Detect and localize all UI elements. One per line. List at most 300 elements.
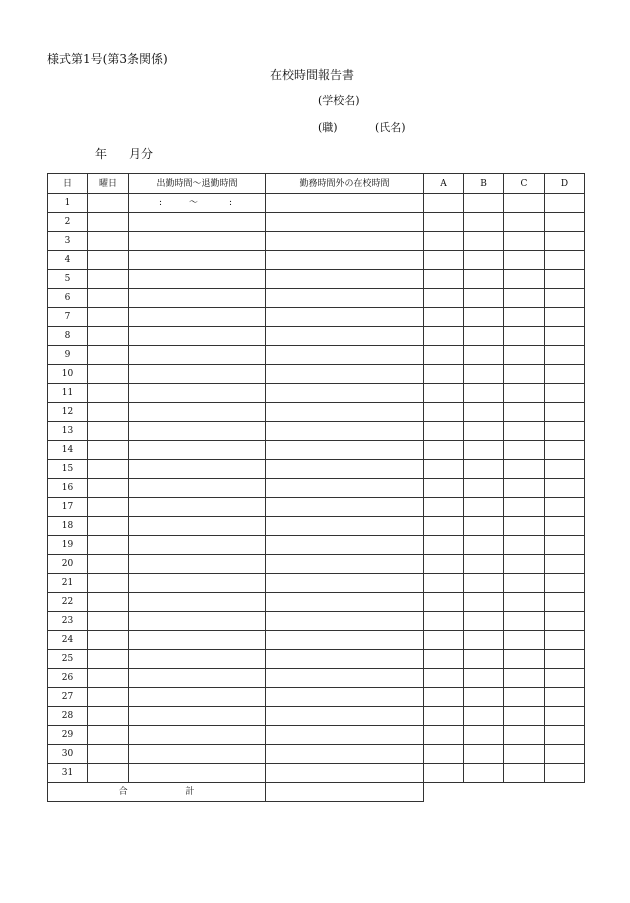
category-b-cell[interactable]: [464, 441, 504, 460]
category-a-cell[interactable]: [424, 650, 464, 669]
weekday-cell[interactable]: [88, 327, 129, 346]
category-a-cell[interactable]: [424, 593, 464, 612]
column-header-a: A: [424, 174, 464, 194]
category-b-cell[interactable]: [464, 555, 504, 574]
category-b-cell[interactable]: [464, 232, 504, 251]
category-d-cell[interactable]: [545, 289, 585, 308]
work-hours-cell[interactable]: [129, 650, 266, 669]
day-number: 25: [48, 650, 88, 669]
category-b-cell[interactable]: [464, 593, 504, 612]
table-row: [48, 327, 585, 346]
category-b-cell[interactable]: [464, 479, 504, 498]
category-b-cell[interactable]: [464, 270, 504, 289]
work-hours-cell[interactable]: [129, 688, 266, 707]
category-b-cell[interactable]: [464, 213, 504, 232]
work-hours-cell[interactable]: [129, 270, 266, 289]
extra-hours-cell[interactable]: [266, 441, 424, 460]
category-a-cell[interactable]: [424, 232, 464, 251]
table-row: [48, 422, 585, 441]
table-row: [48, 251, 585, 270]
category-d-cell[interactable]: [545, 213, 585, 232]
category-d-cell[interactable]: [545, 688, 585, 707]
table-row: [48, 688, 585, 707]
category-a-cell[interactable]: [424, 745, 464, 764]
table-row: [48, 745, 585, 764]
day-number: 28: [48, 707, 88, 726]
table-row: [48, 213, 585, 232]
work-hours-cell[interactable]: [129, 669, 266, 688]
work-hours-cell[interactable]: [129, 593, 266, 612]
weekday-cell[interactable]: [88, 289, 129, 308]
extra-hours-cell[interactable]: [266, 365, 424, 384]
column-header-b: B: [464, 174, 504, 194]
category-d-cell[interactable]: [545, 593, 585, 612]
weekday-cell[interactable]: [88, 688, 129, 707]
table-row: [48, 517, 585, 536]
category-c-cell[interactable]: [504, 498, 545, 517]
day-number: 31: [48, 764, 88, 783]
day-number: 7: [48, 308, 88, 327]
work-hours-cell[interactable]: [129, 403, 266, 422]
weekday-cell[interactable]: [88, 460, 129, 479]
table-row: [48, 726, 585, 745]
work-hours-cell[interactable]: [129, 365, 266, 384]
category-c-cell[interactable]: [504, 745, 545, 764]
table-row: [48, 764, 585, 783]
category-a-cell[interactable]: [424, 441, 464, 460]
category-d-cell[interactable]: [545, 764, 585, 783]
category-c-cell[interactable]: [504, 365, 545, 384]
category-b-cell[interactable]: [464, 308, 504, 327]
category-b-cell[interactable]: [464, 669, 504, 688]
day-number: 2: [48, 213, 88, 232]
category-b-cell[interactable]: [464, 745, 504, 764]
weekday-cell[interactable]: [88, 764, 129, 783]
category-a-cell[interactable]: [424, 251, 464, 270]
category-b-cell[interactable]: [464, 327, 504, 346]
day-number: 9: [48, 346, 88, 365]
table-row: [48, 536, 585, 555]
day-number: 16: [48, 479, 88, 498]
category-c-cell[interactable]: [504, 270, 545, 289]
extra-hours-cell[interactable]: [266, 498, 424, 517]
extra-hours-cell[interactable]: [266, 194, 424, 213]
category-c-cell[interactable]: [504, 213, 545, 232]
day-number: 4: [48, 251, 88, 270]
category-c-cell[interactable]: [504, 346, 545, 365]
category-c-cell[interactable]: [504, 726, 545, 745]
weekday-cell[interactable]: [88, 403, 129, 422]
category-a-cell[interactable]: [424, 289, 464, 308]
category-d-cell[interactable]: [545, 555, 585, 574]
category-a-cell[interactable]: [424, 688, 464, 707]
category-a-cell[interactable]: [424, 346, 464, 365]
table-row: [48, 555, 585, 574]
category-c-cell[interactable]: [504, 460, 545, 479]
total-value-cell[interactable]: [266, 783, 424, 802]
category-c-cell[interactable]: [504, 479, 545, 498]
column-header-day: 日: [48, 174, 88, 194]
category-a-cell[interactable]: [424, 270, 464, 289]
column-header-extra-hours: 勤務時間外の在校時間: [266, 174, 424, 194]
extra-hours-cell[interactable]: [266, 289, 424, 308]
extra-hours-cell[interactable]: [266, 688, 424, 707]
category-b-cell[interactable]: [464, 346, 504, 365]
table-row: [48, 384, 585, 403]
extra-hours-cell[interactable]: [266, 213, 424, 232]
day-number: 26: [48, 669, 88, 688]
extra-hours-cell[interactable]: [266, 593, 424, 612]
total-row: [48, 783, 585, 802]
weekday-cell[interactable]: [88, 251, 129, 270]
work-hours-cell[interactable]: [129, 631, 266, 650]
extra-hours-cell[interactable]: [266, 270, 424, 289]
day-number: 15: [48, 460, 88, 479]
weekday-cell[interactable]: [88, 270, 129, 289]
table-row: [48, 441, 585, 460]
category-b-cell[interactable]: [464, 460, 504, 479]
weekday-cell[interactable]: [88, 536, 129, 555]
table-row: [48, 270, 585, 289]
category-c-cell[interactable]: [504, 308, 545, 327]
form-number: 様式第1号(第3条関係): [47, 52, 168, 66]
extra-hours-cell[interactable]: [266, 574, 424, 593]
table-row: [48, 403, 585, 422]
extra-hours-cell[interactable]: [266, 745, 424, 764]
work-hours-cell[interactable]: [129, 517, 266, 536]
table-row: [48, 460, 585, 479]
category-d-cell[interactable]: [545, 498, 585, 517]
day-number: 12: [48, 403, 88, 422]
header-row: [48, 174, 585, 194]
extra-hours-cell[interactable]: [266, 536, 424, 555]
category-d-cell[interactable]: [545, 308, 585, 327]
work-hours-cell[interactable]: [129, 460, 266, 479]
day-number: 11: [48, 384, 88, 403]
category-a-cell[interactable]: [424, 574, 464, 593]
work-hours-cell[interactable]: [129, 289, 266, 308]
day-number: 22: [48, 593, 88, 612]
category-d-cell[interactable]: [545, 631, 585, 650]
table-row: [48, 365, 585, 384]
category-b-cell[interactable]: [464, 194, 504, 213]
category-b-cell[interactable]: [464, 650, 504, 669]
category-c-cell[interactable]: [504, 289, 545, 308]
category-d-cell[interactable]: [545, 384, 585, 403]
extra-hours-cell[interactable]: [266, 707, 424, 726]
column-header-d: D: [545, 174, 585, 194]
table-row: [48, 612, 585, 631]
total-label-cell: [48, 783, 266, 802]
category-d-cell[interactable]: [545, 365, 585, 384]
weekday-cell[interactable]: [88, 650, 129, 669]
category-a-cell[interactable]: [424, 631, 464, 650]
category-c-cell[interactable]: [504, 251, 545, 270]
table-row: [48, 194, 585, 213]
day-number: 19: [48, 536, 88, 555]
category-a-cell[interactable]: [424, 365, 464, 384]
category-a-cell[interactable]: [424, 403, 464, 422]
category-b-cell[interactable]: [464, 498, 504, 517]
weekday-cell[interactable]: [88, 346, 129, 365]
person-name-label: (氏名): [375, 121, 406, 134]
day-number: 27: [48, 688, 88, 707]
work-hours-cell[interactable]: [129, 574, 266, 593]
work-hours-cell[interactable]: [129, 707, 266, 726]
day-number: 18: [48, 517, 88, 536]
work-hours-cell[interactable]: [129, 251, 266, 270]
work-hours-cell[interactable]: [129, 612, 266, 631]
work-hours-cell[interactable]: [129, 327, 266, 346]
extra-hours-cell[interactable]: [266, 669, 424, 688]
category-a-cell[interactable]: [424, 536, 464, 555]
category-d-cell[interactable]: [545, 251, 585, 270]
extra-hours-cell[interactable]: [266, 555, 424, 574]
day-number: 8: [48, 327, 88, 346]
extra-hours-cell[interactable]: [266, 517, 424, 536]
category-b-cell[interactable]: [464, 422, 504, 441]
category-b-cell[interactable]: [464, 612, 504, 631]
category-b-cell[interactable]: [464, 688, 504, 707]
category-b-cell[interactable]: [464, 707, 504, 726]
weekday-cell[interactable]: [88, 669, 129, 688]
extra-hours-cell[interactable]: [266, 479, 424, 498]
category-d-cell[interactable]: [545, 726, 585, 745]
day-number: 5: [48, 270, 88, 289]
category-c-cell[interactable]: [504, 327, 545, 346]
total-label-left: 合: [118, 787, 128, 797]
table-row: [48, 650, 585, 669]
extra-hours-cell[interactable]: [266, 631, 424, 650]
category-b-cell[interactable]: [464, 726, 504, 745]
table-row: [48, 479, 585, 498]
day-number: 21: [48, 574, 88, 593]
category-a-cell[interactable]: [424, 517, 464, 536]
weekday-cell[interactable]: [88, 574, 129, 593]
weekday-cell[interactable]: [88, 441, 129, 460]
work-hours-cell[interactable]: [129, 441, 266, 460]
day-number: 6: [48, 289, 88, 308]
column-header-c: C: [504, 174, 545, 194]
extra-hours-cell[interactable]: [266, 308, 424, 327]
work-hours-cell[interactable]: [129, 194, 266, 213]
day-number: 14: [48, 441, 88, 460]
category-c-cell[interactable]: [504, 688, 545, 707]
table-row: [48, 498, 585, 517]
extra-hours-cell[interactable]: [266, 422, 424, 441]
category-a-cell[interactable]: [424, 308, 464, 327]
category-b-cell[interactable]: [464, 251, 504, 270]
table-row: [48, 593, 585, 612]
category-a-cell[interactable]: [424, 726, 464, 745]
day-number: 29: [48, 726, 88, 745]
category-d-cell[interactable]: [545, 460, 585, 479]
work-hours-cell[interactable]: [129, 422, 266, 441]
category-b-cell[interactable]: [464, 403, 504, 422]
category-a-cell[interactable]: [424, 498, 464, 517]
category-b-cell[interactable]: [464, 536, 504, 555]
school-name-label: (学校名): [318, 94, 360, 107]
day-number: 23: [48, 612, 88, 631]
weekday-cell[interactable]: [88, 612, 129, 631]
work-hours-cell[interactable]: [129, 232, 266, 251]
category-d-cell[interactable]: [545, 422, 585, 441]
weekday-cell[interactable]: [88, 593, 129, 612]
time-separator: 〜: [189, 198, 199, 208]
category-d-cell[interactable]: [545, 707, 585, 726]
table-row: [48, 308, 585, 327]
category-d-cell[interactable]: [545, 441, 585, 460]
category-d-cell[interactable]: [545, 574, 585, 593]
weekday-cell[interactable]: [88, 745, 129, 764]
weekday-cell[interactable]: [88, 631, 129, 650]
category-c-cell[interactable]: [504, 612, 545, 631]
weekday-cell[interactable]: [88, 384, 129, 403]
extra-hours-cell[interactable]: [266, 726, 424, 745]
extra-hours-cell[interactable]: [266, 460, 424, 479]
category-c-cell[interactable]: [504, 422, 545, 441]
work-hours-cell[interactable]: [129, 498, 266, 517]
work-hours-cell[interactable]: [129, 384, 266, 403]
category-c-cell[interactable]: [504, 536, 545, 555]
category-c-cell[interactable]: [504, 403, 545, 422]
weekday-cell[interactable]: [88, 517, 129, 536]
category-a-cell[interactable]: [424, 669, 464, 688]
day-number: 24: [48, 631, 88, 650]
day-number: 17: [48, 498, 88, 517]
work-hours-cell[interactable]: [129, 536, 266, 555]
category-a-cell[interactable]: [424, 384, 464, 403]
category-d-cell[interactable]: [545, 669, 585, 688]
category-c-cell[interactable]: [504, 194, 545, 213]
category-b-cell[interactable]: [464, 764, 504, 783]
category-c-cell[interactable]: [504, 555, 545, 574]
weekday-cell[interactable]: [88, 555, 129, 574]
time-separator: :: [159, 198, 163, 208]
category-c-cell[interactable]: [504, 441, 545, 460]
category-c-cell[interactable]: [504, 232, 545, 251]
category-a-cell[interactable]: [424, 707, 464, 726]
column-header-work-hours: 出勤時間～退勤時間: [129, 174, 266, 194]
category-a-cell[interactable]: [424, 422, 464, 441]
work-hours-cell[interactable]: [129, 555, 266, 574]
category-c-cell[interactable]: [504, 517, 545, 536]
extra-hours-cell[interactable]: [266, 346, 424, 365]
category-a-cell[interactable]: [424, 327, 464, 346]
category-c-cell[interactable]: [504, 764, 545, 783]
extra-hours-cell[interactable]: [266, 403, 424, 422]
extra-hours-cell[interactable]: [266, 327, 424, 346]
category-b-cell[interactable]: [464, 517, 504, 536]
category-d-cell[interactable]: [545, 270, 585, 289]
weekday-cell[interactable]: [88, 498, 129, 517]
category-d-cell[interactable]: [545, 517, 585, 536]
category-b-cell[interactable]: [464, 574, 504, 593]
job-title-label: (職): [318, 121, 338, 134]
table-row: [48, 289, 585, 308]
day-number: 10: [48, 365, 88, 384]
category-c-cell[interactable]: [504, 593, 545, 612]
work-hours-cell[interactable]: [129, 479, 266, 498]
time-separator: :: [229, 198, 233, 208]
extra-hours-cell[interactable]: [266, 764, 424, 783]
category-a-cell[interactable]: [424, 460, 464, 479]
work-hours-cell[interactable]: [129, 726, 266, 745]
weekday-cell[interactable]: [88, 707, 129, 726]
category-b-cell[interactable]: [464, 384, 504, 403]
weekday-cell[interactable]: [88, 213, 129, 232]
category-d-cell[interactable]: [545, 479, 585, 498]
category-a-cell[interactable]: [424, 764, 464, 783]
category-d-cell[interactable]: [545, 536, 585, 555]
table-row: [48, 346, 585, 365]
category-a-cell[interactable]: [424, 555, 464, 574]
category-d-cell[interactable]: [545, 194, 585, 213]
weekday-cell[interactable]: [88, 726, 129, 745]
extra-hours-cell[interactable]: [266, 612, 424, 631]
month-label: 月分: [129, 147, 154, 161]
category-d-cell[interactable]: [545, 327, 585, 346]
work-hours-cell[interactable]: [129, 346, 266, 365]
work-hours-cell[interactable]: [129, 764, 266, 783]
extra-hours-cell[interactable]: [266, 384, 424, 403]
category-a-cell[interactable]: [424, 194, 464, 213]
day-number: 3: [48, 232, 88, 251]
total-label-right: 計: [185, 787, 195, 797]
category-a-cell[interactable]: [424, 612, 464, 631]
category-d-cell[interactable]: [545, 612, 585, 631]
category-d-cell[interactable]: [545, 403, 585, 422]
category-d-cell[interactable]: [545, 745, 585, 764]
category-c-cell[interactable]: [504, 384, 545, 403]
day-number: 30: [48, 745, 88, 764]
weekday-cell[interactable]: [88, 422, 129, 441]
extra-hours-cell[interactable]: [266, 650, 424, 669]
extra-hours-cell[interactable]: [266, 232, 424, 251]
work-hours-cell[interactable]: [129, 308, 266, 327]
column-header-weekday: 曜日: [88, 174, 129, 194]
category-d-cell[interactable]: [545, 650, 585, 669]
work-hours-cell[interactable]: [129, 213, 266, 232]
weekday-cell[interactable]: [88, 194, 129, 213]
weekday-cell[interactable]: [88, 308, 129, 327]
table-row: [48, 707, 585, 726]
year-label: 年: [95, 147, 108, 161]
weekday-cell[interactable]: [88, 479, 129, 498]
day-number: 1: [48, 194, 88, 213]
category-b-cell[interactable]: [464, 631, 504, 650]
category-c-cell[interactable]: [504, 631, 545, 650]
extra-hours-cell[interactable]: [266, 251, 424, 270]
category-c-cell[interactable]: [504, 574, 545, 593]
weekday-cell[interactable]: [88, 232, 129, 251]
category-a-cell[interactable]: [424, 213, 464, 232]
category-b-cell[interactable]: [464, 289, 504, 308]
attendance-table: [47, 173, 585, 802]
day-number: 13: [48, 422, 88, 441]
work-hours-cell[interactable]: [129, 745, 266, 764]
table-row: [48, 669, 585, 688]
category-d-cell[interactable]: [545, 232, 585, 251]
category-c-cell[interactable]: [504, 669, 545, 688]
table-row: [48, 631, 585, 650]
category-c-cell[interactable]: [504, 707, 545, 726]
category-d-cell[interactable]: [545, 346, 585, 365]
category-b-cell[interactable]: [464, 365, 504, 384]
weekday-cell[interactable]: [88, 365, 129, 384]
category-c-cell[interactable]: [504, 650, 545, 669]
category-a-cell[interactable]: [424, 479, 464, 498]
